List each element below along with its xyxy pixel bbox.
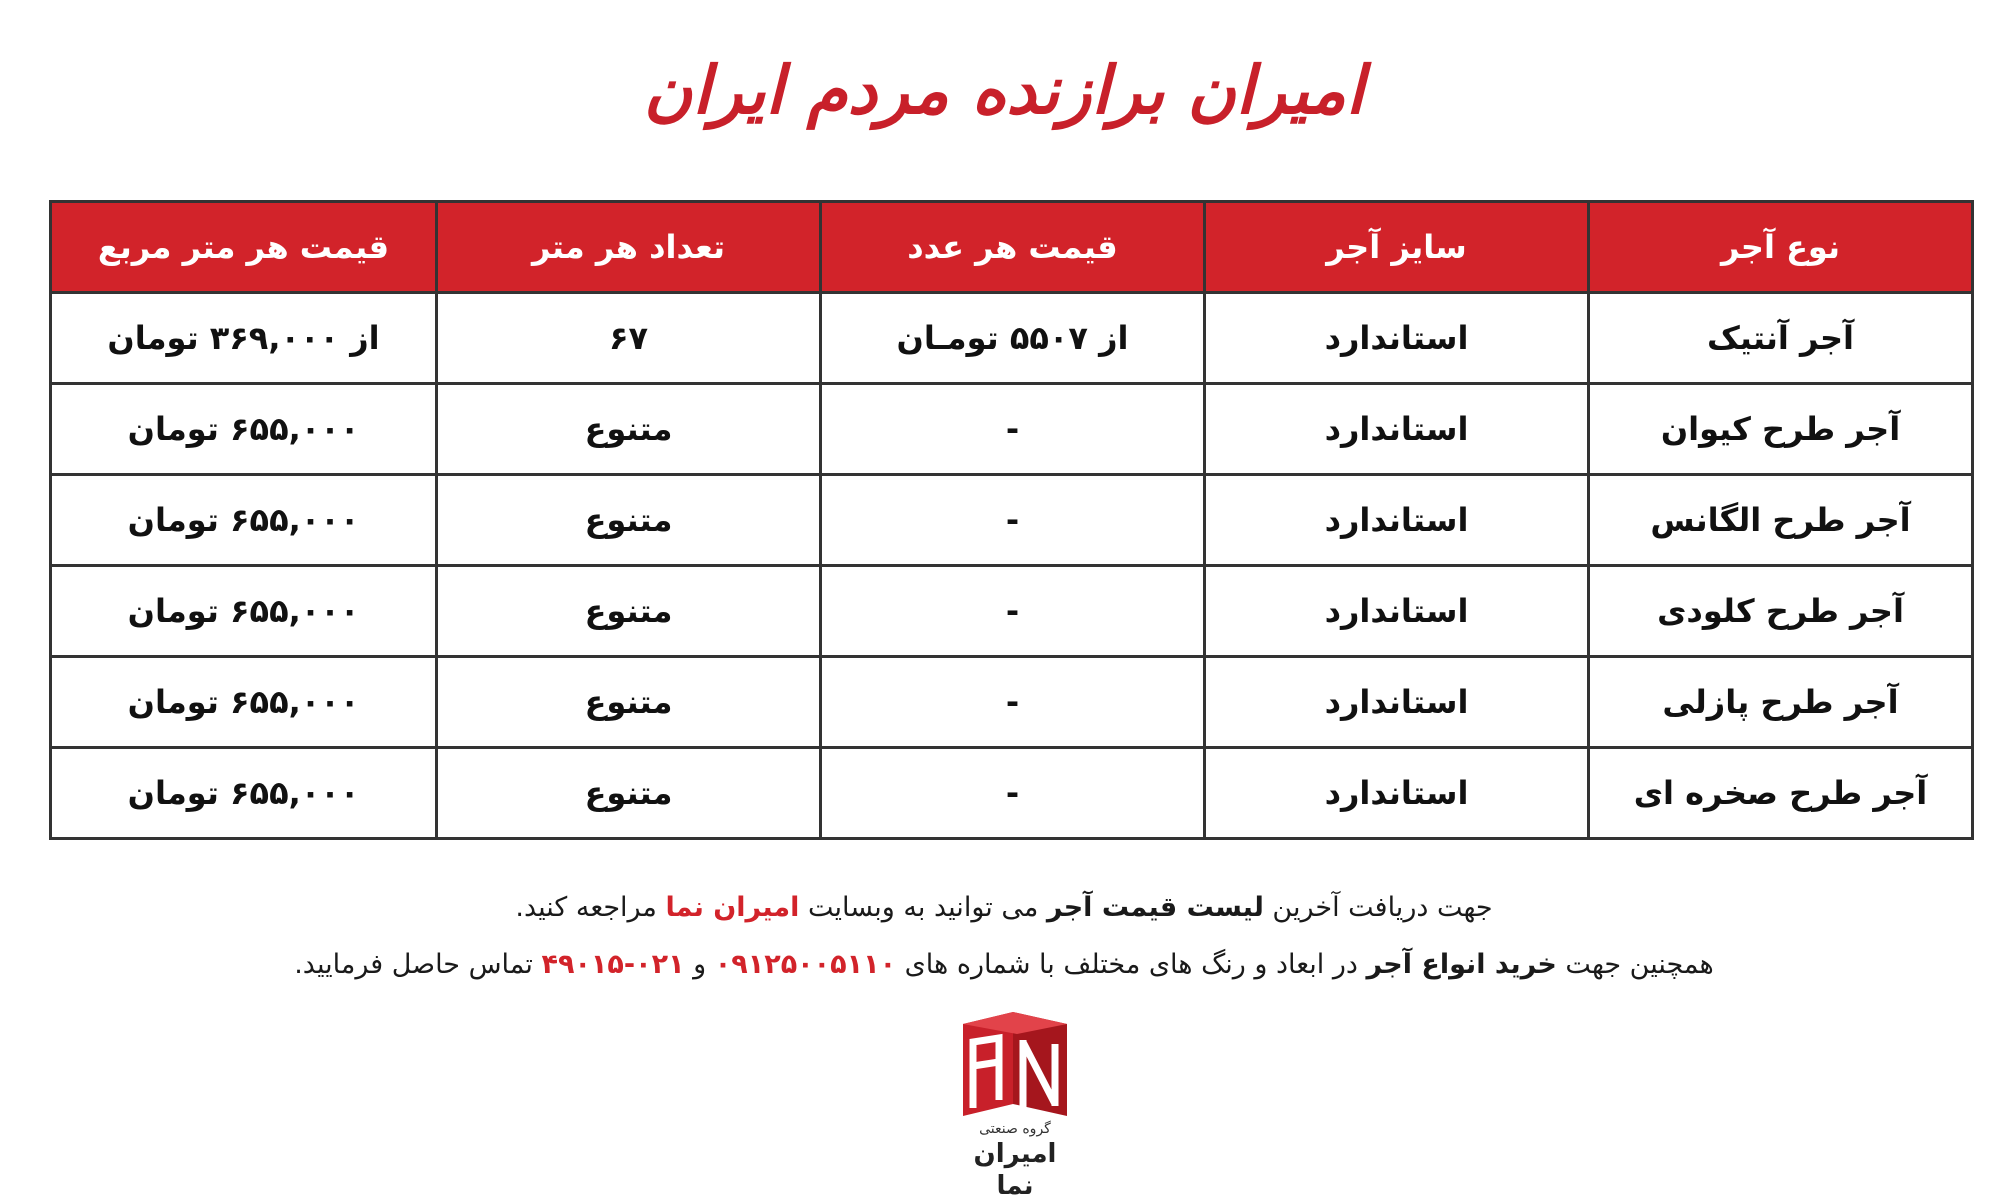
note-text: در ابعاد و رنگ های مختلف با شماره های [896, 949, 1367, 980]
logo-subtitle: گروه صنعتی [979, 1121, 1051, 1137]
table-row [51, 657, 1973, 748]
cell-price-per-square-meter: ۶۵۵,۰۰۰ تومان [51, 475, 437, 566]
cell-brick-type: آجر طرح کلودی [1589, 566, 1973, 657]
cell-price-per-square-meter: ۶۵۵,۰۰۰ تومان [51, 657, 437, 748]
header-count-per-meter: تعداد هر متر [437, 202, 821, 293]
cell-count-per-meter: متنوع [437, 657, 821, 748]
cell-brick-size: استاندارد [1205, 657, 1589, 748]
cell-brick-type: آجر طرح کیوان [1589, 384, 1973, 475]
note-text: مراجعه کنید. [515, 892, 666, 923]
company-logo [955, 1008, 1075, 1201]
note-text: می توانید به وبسایت [799, 892, 1047, 923]
table-row [51, 293, 1973, 384]
table-row [51, 384, 1973, 475]
brick-price-table [49, 200, 1974, 840]
cell-unit-price: از ۵۵۰۷ تومـان [821, 293, 1205, 384]
cell-count-per-meter: متنوع [437, 475, 821, 566]
header-price-per-square-meter: قیمت هر متر مربع [51, 202, 437, 293]
website-name: امیران نما [665, 892, 800, 923]
cell-count-per-meter: ۶۷ [437, 293, 821, 384]
cell-brick-size: استاندارد [1205, 475, 1589, 566]
cell-price-per-square-meter: از ۳۶۹,۰۰۰ تومان [51, 293, 437, 384]
cell-unit-price: - [821, 475, 1205, 566]
cell-brick-size: استاندارد [1205, 748, 1589, 839]
cell-brick-size: استاندارد [1205, 293, 1589, 384]
note-text: همچنین جهت [1556, 949, 1714, 980]
cell-price-per-square-meter: ۶۵۵,۰۰۰ تومان [51, 566, 437, 657]
price-list-keyword: لیست قیمت آجر [1046, 892, 1264, 923]
mobile-phone-number: ۰۹۱۲۵۰۰۵۱۱۰ [714, 949, 897, 980]
logo-brand-name: امیران نما [973, 1139, 1057, 1201]
note-text: تماس حاصل فرمایید. [294, 949, 542, 980]
table-row [51, 748, 1973, 839]
price-list-note [0, 888, 2008, 928]
cell-brick-type: آجر طرح صخره ای [1589, 748, 1973, 839]
cell-brick-type: آجر آنتیک [1589, 293, 1973, 384]
cell-count-per-meter: متنوع [437, 384, 821, 475]
header-unit-price: قیمت هر عدد [821, 202, 1205, 293]
table-header-row [51, 202, 1973, 293]
cell-count-per-meter: متنوع [437, 566, 821, 657]
cell-unit-price: - [821, 566, 1205, 657]
table-row [51, 566, 1973, 657]
table-row [51, 475, 1973, 566]
note-text: و [684, 949, 715, 980]
cell-unit-price: - [821, 748, 1205, 839]
note-text: جهت دریافت آخرین [1263, 892, 1493, 923]
landline-phone-number: ۰۲۱-۴۹۰۱۵ [541, 949, 685, 980]
buy-bricks-keyword: خرید انواع آجر [1366, 949, 1557, 980]
cell-brick-type: آجر طرح الگانس [1589, 475, 1973, 566]
logo-brick-icon [955, 1008, 1075, 1120]
cell-unit-price: - [821, 384, 1205, 475]
page-title: امیران برازنده مردم ایران [643, 51, 1365, 129]
cell-unit-price: - [821, 657, 1205, 748]
contact-note [0, 945, 2008, 985]
cell-count-per-meter: متنوع [437, 748, 821, 839]
header-brick-type: نوع آجر [1589, 202, 1973, 293]
cell-price-per-square-meter: ۶۵۵,۰۰۰ تومان [51, 384, 437, 475]
header-brick-size: سایز آجر [1205, 202, 1589, 293]
cell-brick-size: استاندارد [1205, 384, 1589, 475]
cell-brick-size: استاندارد [1205, 566, 1589, 657]
cell-price-per-square-meter: ۶۵۵,۰۰۰ تومان [51, 748, 437, 839]
cell-brick-type: آجر طرح پازلی [1589, 657, 1973, 748]
